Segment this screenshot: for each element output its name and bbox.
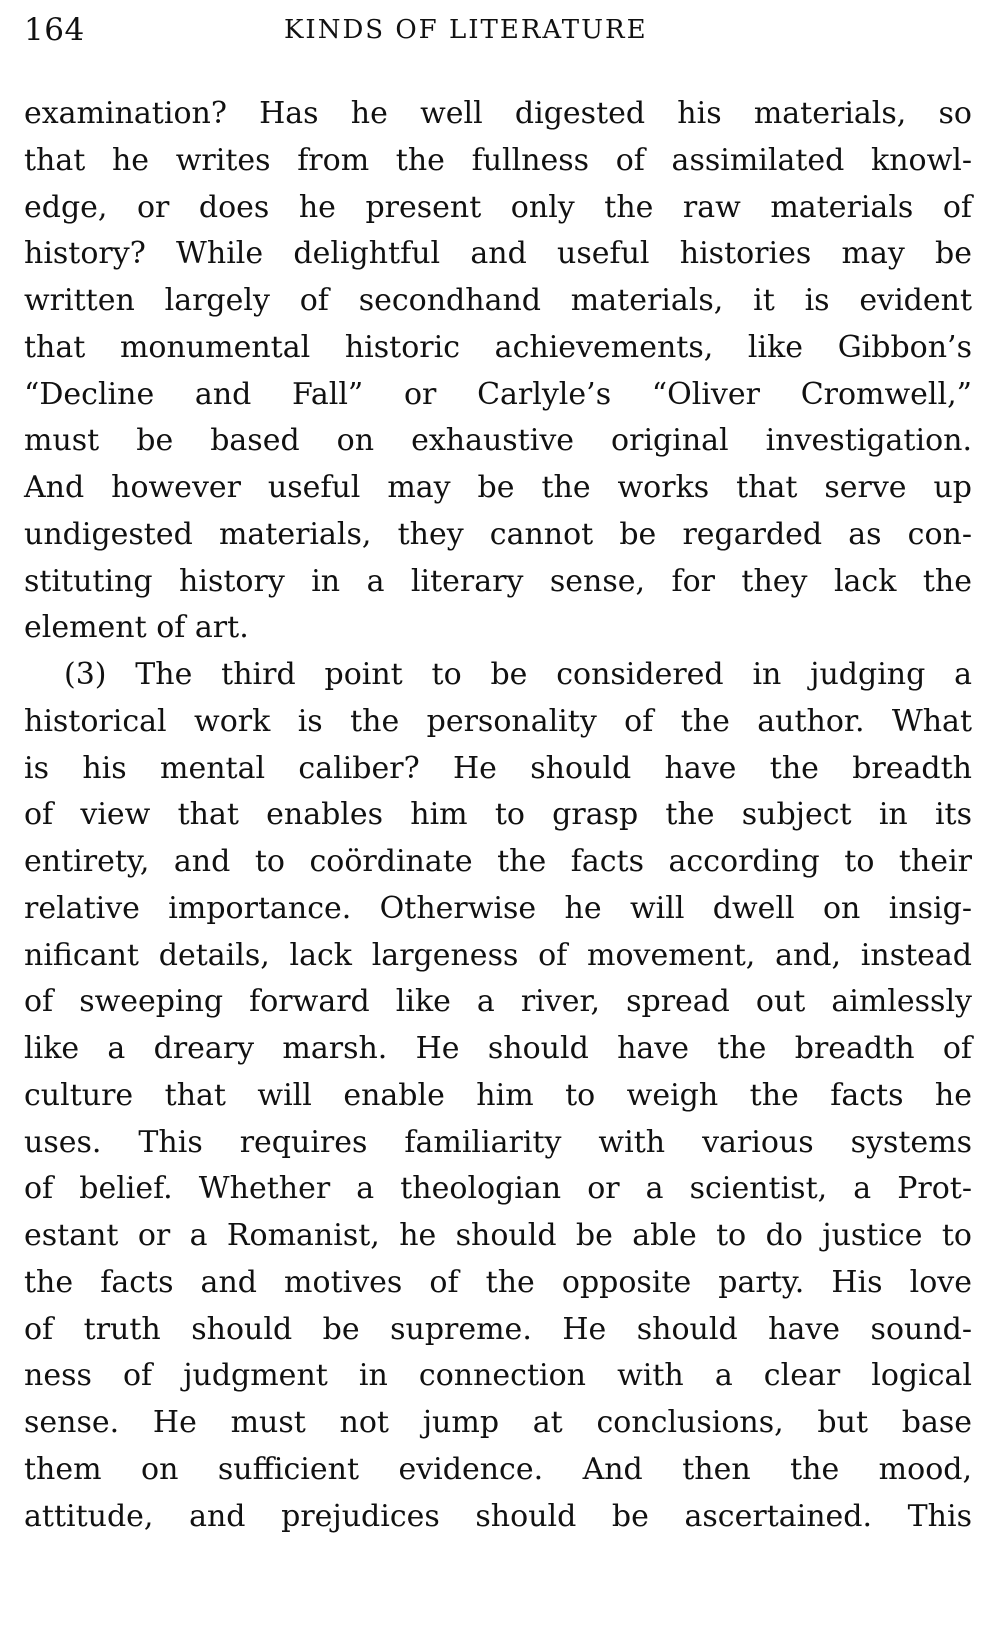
page-number: 164 <box>24 12 85 48</box>
text-line: historical work is the personality of the author. What <box>24 703 972 739</box>
text-line: sense. He must not jump at conclusions, but base <box>24 1405 972 1440</box>
text-line: edge, or does he present only the raw materials of <box>24 189 972 225</box>
text-line: ness of judgment in connection with a clear logical <box>24 1358 972 1394</box>
text-line: that monumental historic achievements, like Gibbon’s <box>24 329 972 365</box>
text-line: the facts and motives of the opposite party. His love <box>24 1264 972 1300</box>
text-line: culture that will enable him to weigh the facts he <box>24 1077 972 1113</box>
text-line: is his mental caliber? He should have the breadth <box>24 750 972 786</box>
text-line: stituting history in a literary sense, for they lack the <box>24 563 972 599</box>
body-text <box>24 91 972 1540</box>
text-line: that he writes from the fullness of assimilated knowl- <box>24 142 972 178</box>
paragraph-start-line: (3) The third point to be considered in judging a <box>64 657 972 692</box>
text-line: them on sufficient evidence. And then the mood, <box>24 1451 972 1487</box>
text-line: estant or a Romanist, he should be able to do justice to <box>24 1218 972 1253</box>
text-line: of view that enables him to grasp the subject in its <box>24 797 972 833</box>
text-line: uses. This requires familiarity with various systems <box>24 1124 972 1160</box>
text-line: like a dreary marsh. He should have the breadth of <box>24 1031 972 1066</box>
text-line: examination? Has he well digested his materials, so <box>24 96 972 131</box>
text-line: of belief. Whether a theologian or a scientist, a Prot- <box>24 1171 972 1207</box>
text-line: entirety, and to coördinate the facts according to their <box>24 844 972 879</box>
text-line: “Decline and Fall” or Carlyle’s “Oliver Cromwell,” <box>24 376 972 412</box>
running-head <box>24 12 970 52</box>
text-line: written largely of secondhand materials, it is evident <box>24 283 972 318</box>
text-line: nificant details, lack largeness of movement, and, instead <box>24 937 972 973</box>
text-line: must be based on exhaustive original investigation. <box>24 423 972 459</box>
text-line: attitude, and prejudices should be ascertained. This <box>24 1498 972 1534</box>
text-line: And however useful may be the works that serve up <box>24 470 972 505</box>
text-line: history? While delightful and useful histories may be <box>24 236 972 272</box>
text-line: undigested materials, they cannot be regarded as con- <box>24 516 972 552</box>
text-line: of sweeping forward like a river, spread out aimlessly <box>24 984 972 1020</box>
text-line: of truth should be supreme. He should have sound- <box>24 1311 972 1347</box>
paragraph-end-line: element of art. <box>24 610 249 646</box>
text-line: relative importance. Otherwise he will dwell on insig- <box>24 890 972 926</box>
running-title: KINDS OF LITERATURE <box>284 15 648 45</box>
